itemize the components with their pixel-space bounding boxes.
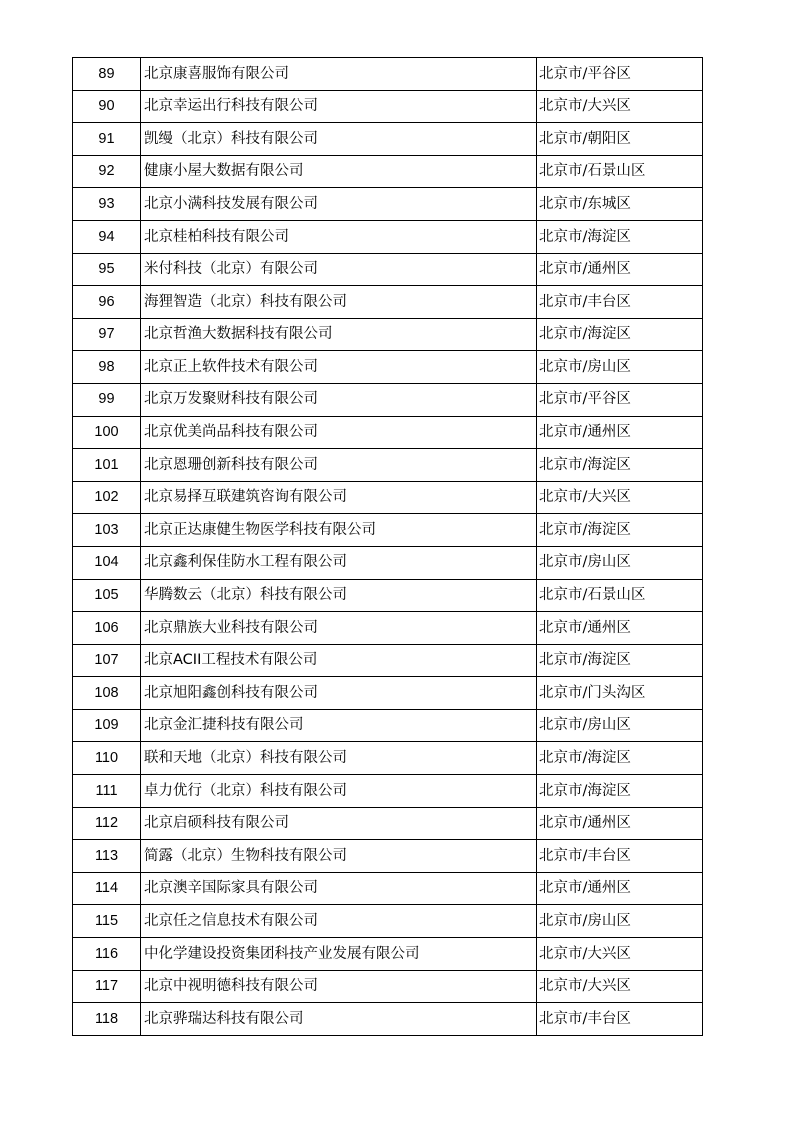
region-cell: 北京市/通州区 [537, 807, 703, 840]
row-number-cell: 116 [73, 938, 141, 971]
region-cell: 北京市/大兴区 [537, 90, 703, 123]
region-cell: 北京市/通州区 [537, 612, 703, 645]
row-number-cell: 95 [73, 253, 141, 286]
region-cell: 北京市/朝阳区 [537, 123, 703, 156]
region-cell: 北京市/通州区 [537, 872, 703, 905]
table-row [73, 612, 703, 645]
table-row [73, 123, 703, 156]
company-name-cell: 北京幸运出行科技有限公司 [141, 90, 537, 123]
row-number-cell: 107 [73, 644, 141, 677]
company-name-cell: 北京万发聚财科技有限公司 [141, 383, 537, 416]
company-list-table [72, 57, 703, 1036]
company-name-cell: 北京优美尚品科技有限公司 [141, 416, 537, 449]
region-cell: 北京市/石景山区 [537, 155, 703, 188]
row-number-cell: 98 [73, 351, 141, 384]
table-row [73, 840, 703, 873]
region-cell: 北京市/海淀区 [537, 514, 703, 547]
row-number-cell: 111 [73, 775, 141, 808]
row-number-cell: 104 [73, 546, 141, 579]
table-row [73, 286, 703, 319]
company-name-cell: 北京中视明德科技有限公司 [141, 970, 537, 1003]
company-name-cell: 北京任之信息技术有限公司 [141, 905, 537, 938]
row-number-cell: 94 [73, 220, 141, 253]
region-cell: 北京市/东城区 [537, 188, 703, 221]
region-cell: 北京市/门头沟区 [537, 677, 703, 710]
table-row [73, 90, 703, 123]
row-number-cell: 90 [73, 90, 141, 123]
region-cell: 北京市/海淀区 [537, 318, 703, 351]
row-number-cell: 103 [73, 514, 141, 547]
region-cell: 北京市/通州区 [537, 416, 703, 449]
company-name-cell: 北京启硕科技有限公司 [141, 807, 537, 840]
table-row [73, 220, 703, 253]
table-row [73, 872, 703, 905]
company-name-cell: 北京康喜服饰有限公司 [141, 58, 537, 91]
row-number-cell: 93 [73, 188, 141, 221]
region-cell: 北京市/房山区 [537, 905, 703, 938]
region-cell: 北京市/大兴区 [537, 938, 703, 971]
table-row [73, 155, 703, 188]
region-cell: 北京市/平谷区 [537, 383, 703, 416]
table-row [73, 383, 703, 416]
row-number-cell: 101 [73, 449, 141, 482]
region-cell: 北京市/丰台区 [537, 1003, 703, 1036]
region-cell: 北京市/海淀区 [537, 775, 703, 808]
row-number-cell: 115 [73, 905, 141, 938]
row-number-cell: 99 [73, 383, 141, 416]
row-number-cell: 91 [73, 123, 141, 156]
row-number-cell: 110 [73, 742, 141, 775]
table-row [73, 709, 703, 742]
region-cell: 北京市/房山区 [537, 709, 703, 742]
company-name-cell: 北京正达康健生物医学科技有限公司 [141, 514, 537, 547]
region-cell: 北京市/大兴区 [537, 970, 703, 1003]
table-row [73, 644, 703, 677]
table-row [73, 905, 703, 938]
region-cell: 北京市/海淀区 [537, 644, 703, 677]
company-name-cell: 北京易择互联建筑咨询有限公司 [141, 481, 537, 514]
region-cell: 北京市/丰台区 [537, 286, 703, 319]
region-cell: 北京市/海淀区 [537, 220, 703, 253]
table-row [73, 416, 703, 449]
row-number-cell: 96 [73, 286, 141, 319]
company-name-cell: 北京ACII工程技术有限公司 [141, 644, 537, 677]
row-number-cell: 105 [73, 579, 141, 612]
company-name-cell: 北京澳辛国际家具有限公司 [141, 872, 537, 905]
table-row [73, 481, 703, 514]
company-name-cell: 简露（北京）生物科技有限公司 [141, 840, 537, 873]
row-number-cell: 109 [73, 709, 141, 742]
region-cell: 北京市/丰台区 [537, 840, 703, 873]
company-name-cell: 北京旭阳鑫创科技有限公司 [141, 677, 537, 710]
table-row [73, 188, 703, 221]
table-row [73, 449, 703, 482]
table-row [73, 775, 703, 808]
region-cell: 北京市/海淀区 [537, 449, 703, 482]
region-cell: 北京市/房山区 [537, 351, 703, 384]
company-name-cell: 北京恩珊创新科技有限公司 [141, 449, 537, 482]
row-number-cell: 117 [73, 970, 141, 1003]
row-number-cell: 108 [73, 677, 141, 710]
table-row [73, 742, 703, 775]
company-name-cell: 海狸智造（北京）科技有限公司 [141, 286, 537, 319]
company-name-cell: 卓力优行（北京）科技有限公司 [141, 775, 537, 808]
company-name-cell: 米付科技（北京）有限公司 [141, 253, 537, 286]
region-cell: 北京市/石景山区 [537, 579, 703, 612]
table-row [73, 351, 703, 384]
company-name-cell: 健康小屋大数据有限公司 [141, 155, 537, 188]
region-cell: 北京市/通州区 [537, 253, 703, 286]
company-name-cell: 联和天地（北京）科技有限公司 [141, 742, 537, 775]
company-name-cell: 北京鑫利保佳防水工程有限公司 [141, 546, 537, 579]
row-number-cell: 102 [73, 481, 141, 514]
table-row [73, 1003, 703, 1036]
table-row [73, 514, 703, 547]
company-name-cell: 北京正上软件技术有限公司 [141, 351, 537, 384]
company-name-cell: 北京鼎族大业科技有限公司 [141, 612, 537, 645]
region-cell: 北京市/大兴区 [537, 481, 703, 514]
row-number-cell: 112 [73, 807, 141, 840]
company-name-cell: 凯缦（北京）科技有限公司 [141, 123, 537, 156]
table-row [73, 579, 703, 612]
region-cell: 北京市/房山区 [537, 546, 703, 579]
company-name-cell: 北京骅瑞达科技有限公司 [141, 1003, 537, 1036]
row-number-cell: 106 [73, 612, 141, 645]
region-cell: 北京市/海淀区 [537, 742, 703, 775]
row-number-cell: 100 [73, 416, 141, 449]
company-name-cell: 华腾数云（北京）科技有限公司 [141, 579, 537, 612]
region-cell: 北京市/平谷区 [537, 58, 703, 91]
table-row [73, 938, 703, 971]
table-row [73, 677, 703, 710]
table-body [73, 58, 703, 1036]
company-name-cell: 北京小满科技发展有限公司 [141, 188, 537, 221]
table-row [73, 546, 703, 579]
row-number-cell: 118 [73, 1003, 141, 1036]
company-name-cell: 北京哲渔大数据科技有限公司 [141, 318, 537, 351]
row-number-cell: 97 [73, 318, 141, 351]
company-name-cell: 北京金汇捷科技有限公司 [141, 709, 537, 742]
table-row [73, 970, 703, 1003]
table-row [73, 253, 703, 286]
table-row [73, 807, 703, 840]
table-row [73, 58, 703, 91]
row-number-cell: 89 [73, 58, 141, 91]
table-row [73, 318, 703, 351]
company-name-cell: 中化学建设投资集团科技产业发展有限公司 [141, 938, 537, 971]
company-name-cell: 北京桂柏科技有限公司 [141, 220, 537, 253]
row-number-cell: 114 [73, 872, 141, 905]
row-number-cell: 113 [73, 840, 141, 873]
row-number-cell: 92 [73, 155, 141, 188]
